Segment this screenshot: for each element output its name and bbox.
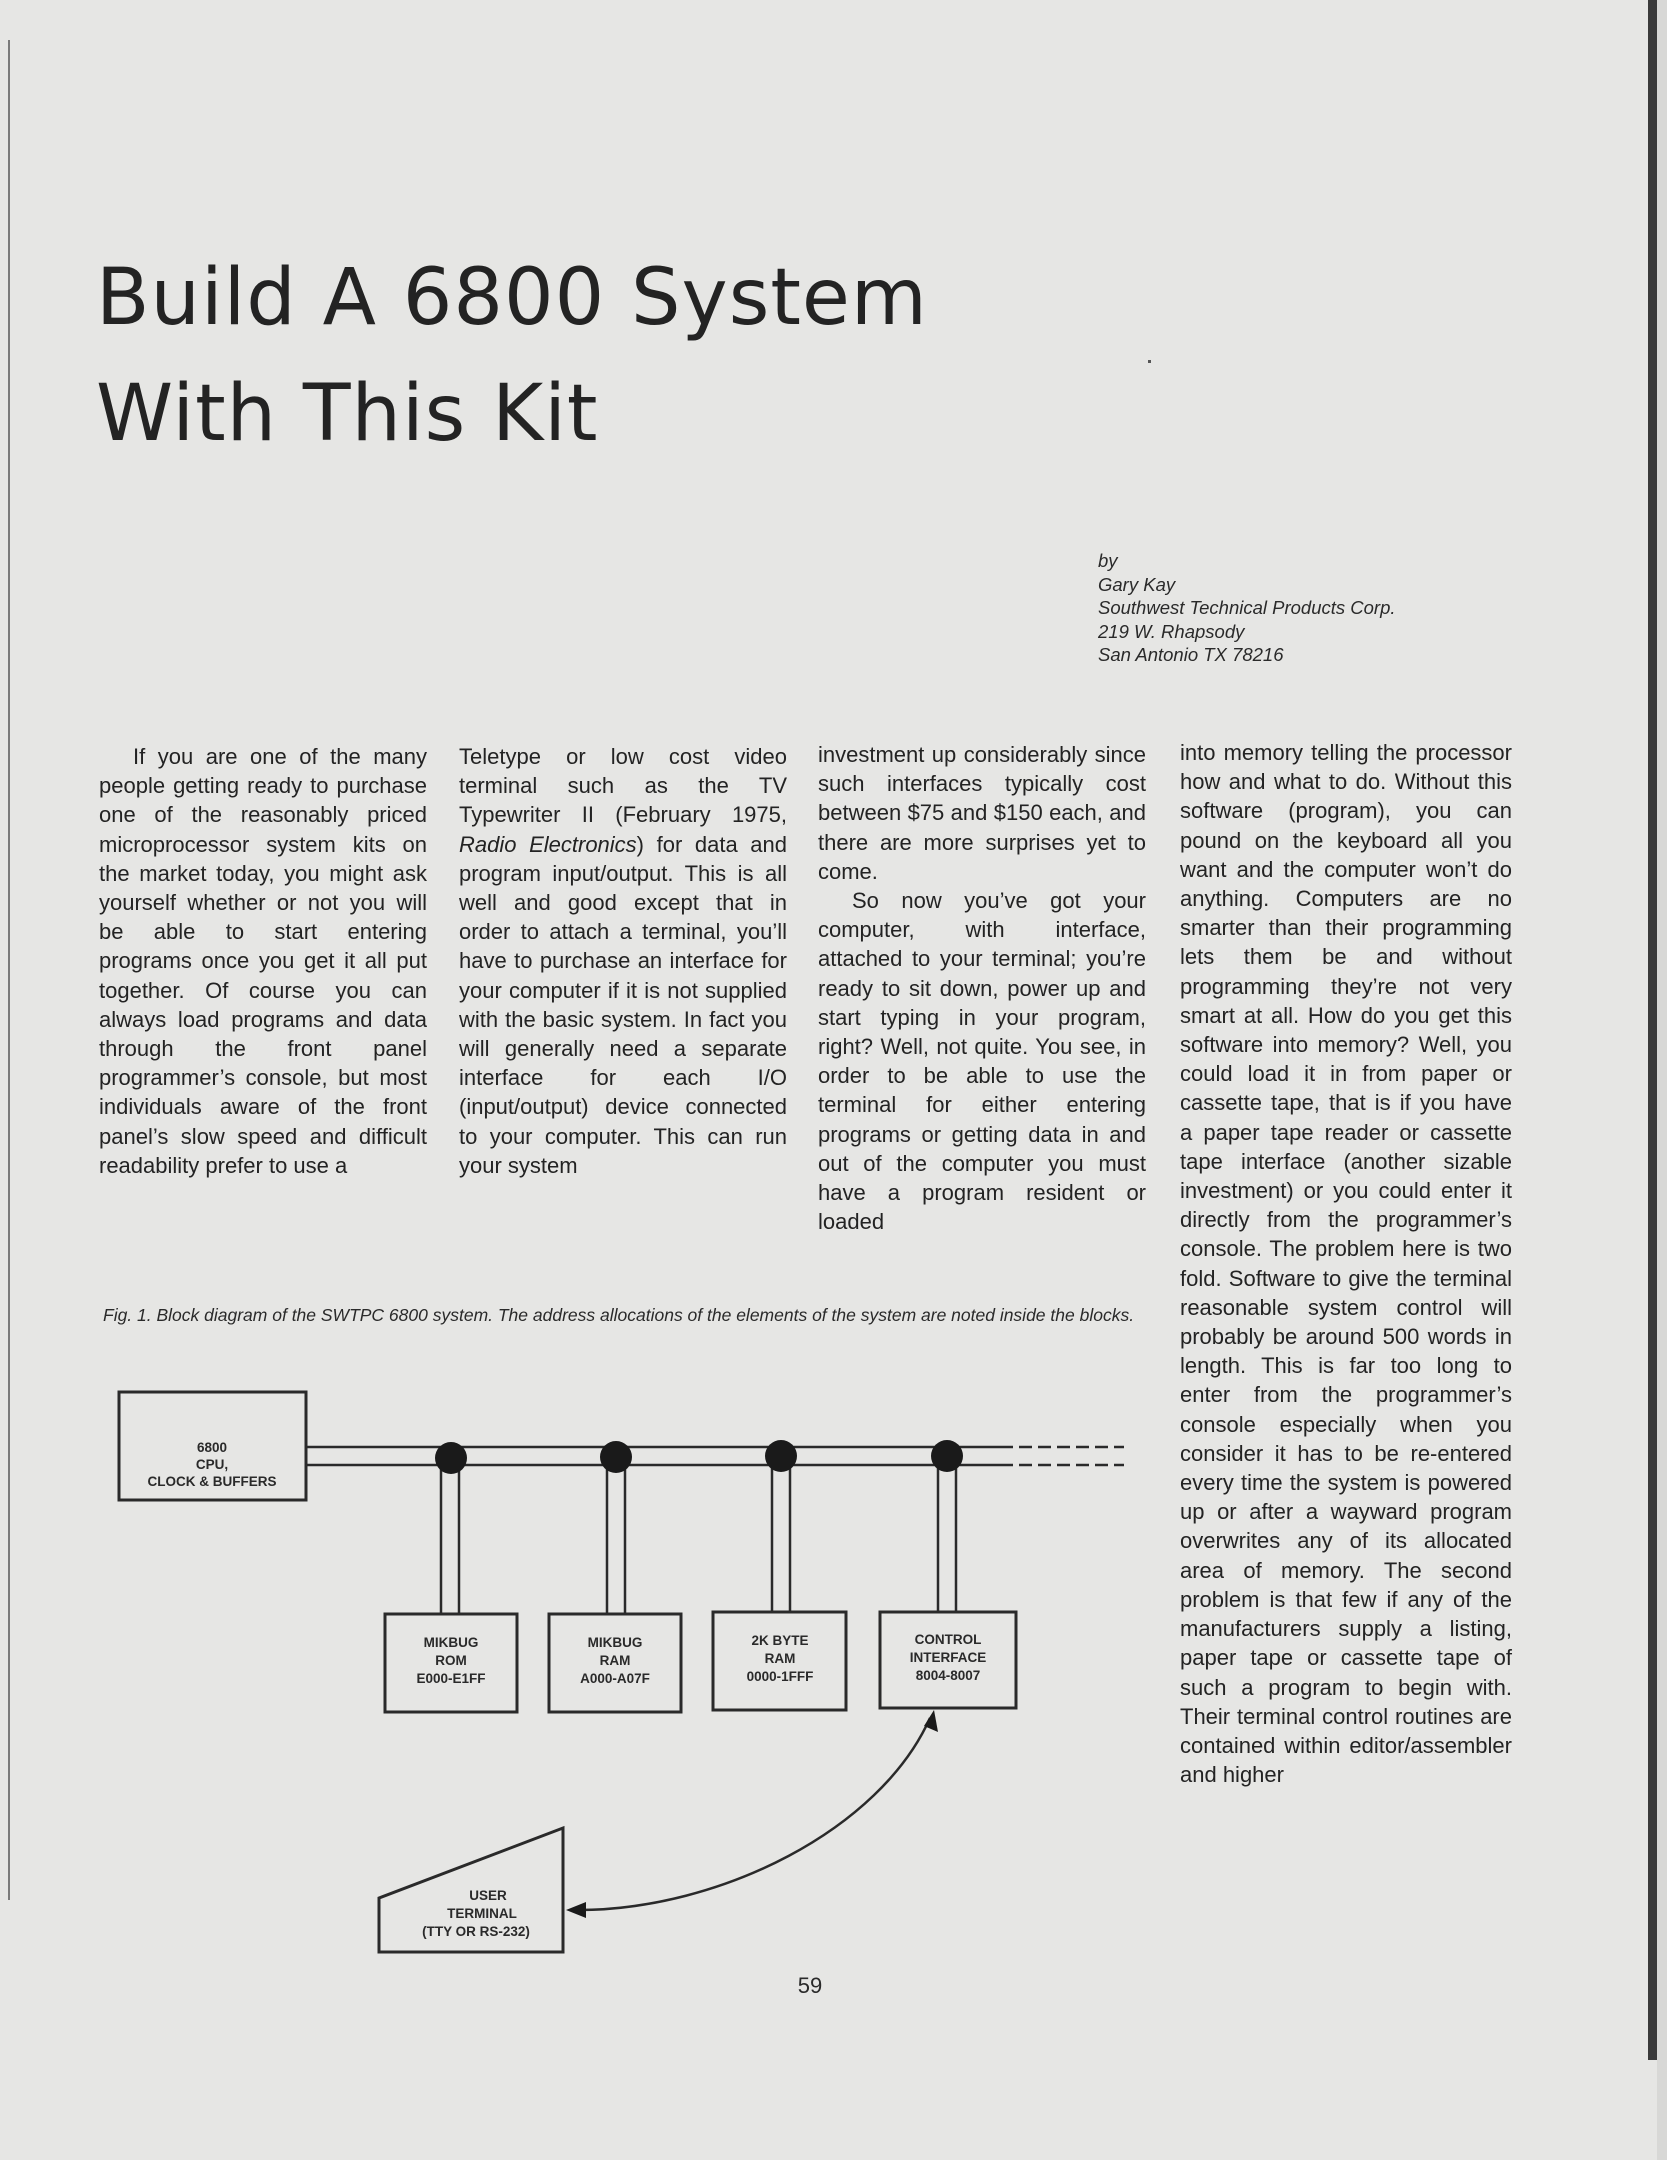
figure-caption: Fig. 1. Block diagram of the SWTPC 6800 system. The address allocations of the elements of the system are noted inside the blocks. [103, 1305, 1135, 1325]
bus-junctions [435, 1440, 963, 1474]
control-interface-block [880, 1612, 1016, 1708]
ram2k-label-2: RAM [764, 1651, 796, 1666]
col3-paragraph-2: So now you’ve got your computer, with interface, attached to your terminal; you’re ready to sit down, power up and start typing in your program, right? Well, not quite. You see, in order to be able to use the terminal for either entering programs or getting data in and out of the computer you must have a program resident or loaded [818, 888, 1146, 1235]
title-line-1: Build A 6800 System [96, 253, 928, 343]
system-bus [306, 1447, 1124, 1465]
col3-paragraph-1: investment up considerably since such interfaces typically cost between $75 and $150 each, and there are more surprises yet to come. [818, 742, 1146, 884]
junction-control [931, 1440, 963, 1472]
body-column-2 [459, 742, 787, 1180]
body-column-1 [99, 742, 427, 1180]
col1-paragraph: If you are one of the many people getting ready to purchase one of the reasonably priced microprocessor system kits on the market today, you might ask yourself whether or not you will be able to start entering programs once you get it all put together. Of course you can always load programs and data through the front panel programmer’s console, but most individuals aware of the front panel’s slow speed and difficult readability prefer to use a [99, 744, 427, 1178]
col2-text-b: ) for data and program input/output. This is all well and good except that in order to attach a terminal, you’ll have to purchase an interface for your computer if it is not supplied with the basic system. In fact you will generally need a separate interface for each I/O (input/output) device connected to your computer. This can run your system [459, 831, 787, 1178]
bus-taps [441, 1456, 956, 1614]
col2-paragraph [459, 742, 787, 1180]
ram-label-1: MIKBUG [587, 1635, 643, 1650]
terminal-link-arrow [566, 1710, 938, 1918]
2k-ram-block [713, 1612, 846, 1710]
col2-italic-source: Radio Electronics [459, 831, 637, 857]
col4-paragraph: into memory telling the processor how and what to do. Without this software (program), you can pound on the keyboard all you want and the computer won’t do anything. Computers are no smarter than their programming lets them be and without programming they’re not very smart at all. How do you get this software into memory? Well, you could load it in from paper or cassette tape, that is if you have a paper tape reader or cassette tape interface (another sizable investment) or you could enter it directly from the programmer’s console. The problem here is two fold. Software to give the terminal reasonable system control will probably be around 500 words in length. This is far too long to enter from the programmer’s console especially when you consider it has to be re-entered every time the system is powered up or after a wayward program overwrites any of its allocated area of memory. The second problem is that few if any of the manufacturers supply a listing, paper tape or cassette tape of such a program to begin with. Their terminal control routines are contained within editor/assembler and higher [1180, 740, 1512, 1788]
term-label-1: USER [469, 1888, 507, 1903]
junction-rom [435, 1442, 467, 1474]
block-diagram [0, 1370, 1160, 1970]
rom-label-3: E000-E1FF [416, 1671, 486, 1686]
junction-2k-ram [765, 1440, 797, 1472]
right-edge-bar [1648, 0, 1657, 2060]
article-title [96, 240, 1196, 472]
speck [1148, 360, 1151, 363]
cpu-label-2: CPU, [195, 1457, 229, 1472]
right-edge-margin [1657, 0, 1667, 2160]
mikbug-rom-block [385, 1614, 517, 1712]
cpu-label-1: 6800 [196, 1440, 228, 1455]
ram-label-2: RAM [599, 1653, 631, 1668]
col2-text-a: Teletype or low cost video terminal such as the TV Typewriter II (February 1975, [459, 744, 787, 828]
ctrl-label-2: INTERFACE [909, 1650, 987, 1665]
byline-by: by [1098, 550, 1118, 571]
term-label-2: TERMINAL [447, 1906, 517, 1921]
body-column-3 [818, 740, 1146, 1236]
user-terminal-block [379, 1828, 563, 1952]
ctrl-label-1: CONTROL [914, 1632, 982, 1647]
rom-label-1: MIKBUG [423, 1635, 479, 1650]
cpu-block [119, 1392, 306, 1500]
body-column-4 [1180, 738, 1512, 1789]
ram2k-label-3: 0000-1FFF [746, 1669, 814, 1684]
cpu-label-3: CLOCK & BUFFERS [147, 1474, 277, 1489]
byline-street: 219 W. Rhapsody [1098, 620, 1245, 642]
byline [1098, 549, 1578, 667]
page-number: 59 [797, 1973, 823, 1998]
rom-label-2: ROM [435, 1653, 467, 1668]
title-line-2: With This Kit [96, 369, 599, 459]
byline-city: San Antonio TX 78216 [1098, 644, 1284, 665]
ram-label-3: A000-A07F [580, 1671, 650, 1686]
byline-author: Gary Kay [1098, 573, 1176, 595]
arrowhead-terminal [566, 1902, 586, 1918]
ram2k-label-1: 2K BYTE [751, 1633, 809, 1648]
term-label-3: (TTY OR RS-232) [422, 1924, 530, 1939]
ctrl-label-3: 8004-8007 [915, 1668, 981, 1683]
junction-ram [600, 1441, 632, 1473]
byline-company: Southwest Technical Products Corp. [1098, 597, 1396, 618]
mikbug-ram-block [549, 1614, 681, 1712]
